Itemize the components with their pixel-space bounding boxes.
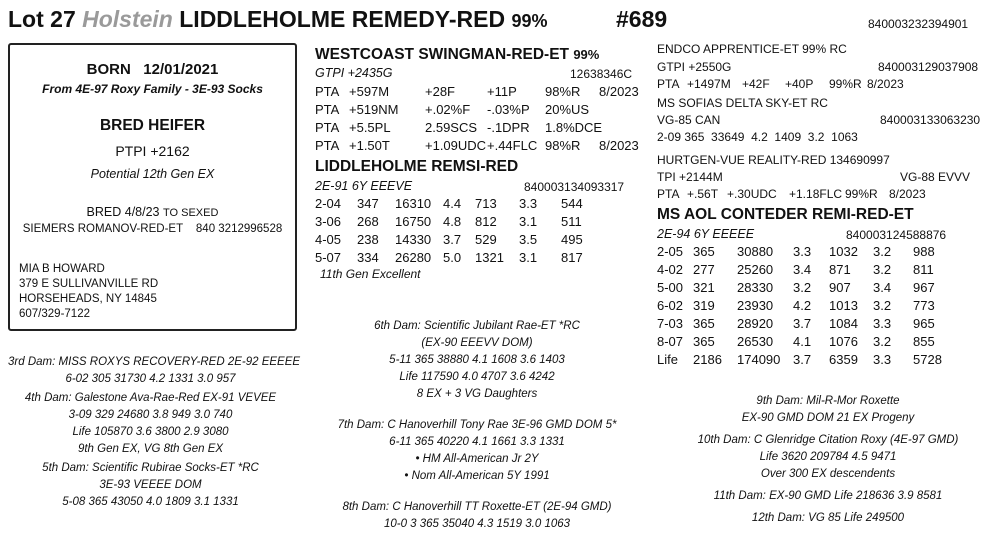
table-cell: 855 — [913, 334, 935, 349]
pedigree-column-3 — [668, 393, 988, 532]
table-cell: 2-05 — [657, 244, 684, 259]
table-cell: 713 — [475, 196, 497, 211]
ancestor-line: 5th Dam: Scientific Rubirae Socks-ET *RC — [42, 462, 259, 474]
ancestor-line: • HM All-American Jr 2Y — [415, 453, 539, 465]
born-line: BORN 12/01/2021 — [86, 61, 219, 78]
ancestor-line: EX-90 GMD DOM 21 EX Progeny — [741, 412, 915, 424]
sire-dam-record: 2-09 365 33649 4.2 1409 3.2 1063 — [657, 130, 858, 144]
table-cell: +.56T — [687, 187, 719, 201]
ancestor-line: 10th Dam: C Glenridge Citation Roxy (4E-97 GMD) — [697, 434, 959, 446]
potential: Potential 12th Gen EX — [90, 167, 215, 181]
owner-city: HORSEHEADS, NY 14845 — [19, 293, 157, 305]
table-cell: 8/2023 — [599, 84, 639, 99]
table-cell: 3.1 — [519, 214, 538, 229]
table-cell: 5.0 — [443, 250, 462, 265]
sire-reg: 12638346C — [570, 67, 633, 81]
table-cell: 26280 — [395, 250, 432, 265]
ancestor-line: 4th Dam: Galestone Ava-Rae-Red EX-91 VEVEE — [24, 392, 277, 404]
table-cell: 3.2 — [793, 280, 812, 295]
table-cell: 871 — [829, 262, 851, 277]
breed: Holstein — [82, 6, 173, 32]
table-cell: 321 — [693, 280, 715, 295]
table-cell: Life — [657, 352, 678, 367]
sire-name: WESTCOAST SWINGMAN-RED-ET 99% — [315, 46, 600, 63]
table-cell: 3.2 — [873, 262, 892, 277]
dam-dam-reg: 840003124588876 — [846, 228, 947, 242]
table-cell: 544 — [561, 196, 583, 211]
table-cell: 8/2023 — [867, 77, 904, 91]
sire-pta-table — [315, 84, 645, 156]
table-cell: 1076 — [829, 334, 858, 349]
ancestor-line: 10-0 3 365 35040 4.3 1519 3.0 1063 — [383, 518, 571, 530]
table-cell: 3.2 — [873, 244, 892, 259]
ancestor-line: 12th Dam: VG 85 Life 249500 — [751, 512, 905, 524]
table-cell: 3.3 — [873, 316, 892, 331]
dam-name: LIDDLEHOLME REMSI-RED — [315, 158, 519, 175]
ancestor-line: Over 300 EX descendents — [760, 468, 896, 480]
owner-phone: 607/329-7122 — [19, 308, 90, 320]
table-cell: 8/2023 — [599, 138, 639, 153]
table-cell: +11P — [487, 84, 517, 99]
table-cell: 16750 — [395, 214, 432, 229]
table-cell: 99%R — [845, 187, 878, 201]
table-cell: 8-07 — [657, 334, 684, 349]
table-cell: 817 — [561, 250, 583, 265]
dam-note: 11th Gen Excellent — [320, 267, 421, 281]
table-cell: -.03%P — [487, 102, 530, 117]
info-box — [8, 43, 297, 331]
table-cell: 16310 — [395, 196, 432, 211]
ancestor-line: • Nom All-American 5Y 1991 — [404, 470, 550, 482]
table-cell: PTA — [315, 138, 340, 153]
ancestor-line: 7th Dam: C Hanoverhill Tony Rae 3E-96 GMD DOM 5* — [337, 419, 617, 431]
ancestor-line: 3-09 329 24680 3.8 949 3.0 740 — [68, 409, 233, 421]
table-cell: 812 — [475, 214, 497, 229]
table-cell: 811 — [913, 262, 934, 277]
ancestor-line: 3E-93 VEEEE DOM — [99, 479, 202, 491]
table-cell: 174090 — [737, 352, 781, 367]
dam-dam-records-table — [657, 244, 987, 370]
ancestor-line: 6th Dam: Scientific Jubilant Rae-ET *RC — [374, 320, 580, 332]
ancestor-block — [322, 499, 632, 533]
dam-dam-name: MS AOL CONTEDER REMI-RED-ET — [657, 206, 914, 223]
ancestor-line: 9th Dam: Mil-R-Mor Roxette — [756, 395, 900, 407]
sire-sire-gtpi: GTPI +2550G — [657, 60, 732, 74]
table-cell: PTA — [315, 102, 340, 117]
ptpi: PTPI +2162 — [115, 143, 190, 159]
animal-percent: 99% — [511, 11, 548, 31]
table-cell: 3.7 — [793, 316, 812, 331]
table-cell: 5-00 — [657, 280, 684, 295]
table-cell: 26530 — [737, 334, 774, 349]
sire-sire-name: ENDCO APPRENTICE-ET 99% RC — [657, 42, 847, 56]
lot-number: Lot 27 — [8, 6, 76, 32]
sire-sire-reg: 840003129037908 — [878, 60, 979, 74]
table-cell: PTA — [315, 84, 340, 99]
table-cell: 98%R — [545, 138, 581, 153]
table-cell: 3.5 — [519, 232, 538, 247]
table-cell: +1.18FLC — [789, 187, 843, 201]
table-cell: 988 — [913, 244, 935, 259]
ancestor-line: 8 EX + 3 VG Daughters — [416, 388, 538, 400]
table-cell: 773 — [913, 298, 935, 313]
catalog-number: #689 — [616, 6, 668, 32]
table-cell: +42F — [742, 77, 770, 91]
table-cell: 2.59SCS — [425, 120, 478, 135]
table-cell: 3.7 — [793, 352, 812, 367]
table-cell: +1.09UDC — [425, 138, 487, 153]
ancestor-line: Life 117590 4.0 4707 3.6 4242 — [399, 371, 555, 383]
table-cell: 7-03 — [657, 316, 684, 331]
table-cell: 907 — [829, 280, 851, 295]
table-cell: +28F — [425, 84, 455, 99]
table-cell: +519NM — [349, 102, 399, 117]
ancestor-line: Life 3620 209784 4.5 9471 — [759, 451, 897, 463]
status: BRED HEIFER — [99, 117, 206, 134]
table-cell: 14330 — [395, 232, 432, 247]
pedigree-column-1 — [8, 354, 301, 513]
table-cell: 319 — [693, 298, 715, 313]
dam-sire-tpi: TPI +2144M — [657, 170, 723, 184]
table-cell: 4.8 — [443, 214, 462, 229]
table-cell: 365 — [693, 316, 715, 331]
table-cell: 1.8%DCE — [545, 120, 603, 135]
table-cell: 2-04 — [315, 196, 342, 211]
dam-dam-class: 2E-94 6Y EEEEE — [657, 227, 755, 241]
table-cell: +5.5PL — [349, 120, 391, 135]
ancestor-block — [322, 318, 632, 403]
table-cell: 5728 — [913, 352, 942, 367]
sire-dam-class: VG-85 CAN — [657, 113, 721, 127]
table-cell: 1321 — [475, 250, 504, 265]
sire-dam-name: MS SOFIAS DELTA SKY-ET RC — [657, 96, 828, 110]
table-cell: 3.2 — [873, 298, 892, 313]
ancestor-line: 5-08 365 43050 4.0 1809 3.1 1331 — [62, 496, 239, 508]
table-cell: 3-06 — [315, 214, 342, 229]
ancestor-line: 8th Dam: C Hanoverhill TT Roxette-ET (2E-94 GMD) — [342, 501, 612, 513]
registration-number: 840003232394901 — [868, 17, 969, 31]
table-cell: 8/2023 — [889, 187, 926, 201]
ancestor-line: 3rd Dam: MISS ROXYS RECOVERY-RED 2E-92 EEEEE — [8, 356, 301, 368]
sire-sire-pta — [657, 77, 987, 93]
table-cell: 5-07 — [315, 250, 342, 265]
table-cell: 365 — [693, 244, 715, 259]
ancestor-line: 5-11 365 38880 4.1 1608 3.6 1403 — [389, 354, 565, 366]
dam-sire-class: VG-88 EVVV — [900, 170, 971, 184]
dam-class: 2E-91 6Y EEEVE — [315, 179, 413, 193]
ancestor-block — [8, 354, 301, 388]
table-cell: 4.1 — [793, 334, 812, 349]
family-line: From 4E-97 Roxy Family - 3E-93 Socks — [42, 82, 263, 96]
table-cell: 3.7 — [443, 232, 462, 247]
ancestor-block — [668, 488, 988, 505]
table-cell: +597M — [349, 84, 390, 99]
bred-line: BRED 4/8/23 TO SEXED — [86, 205, 219, 219]
table-cell: 1084 — [829, 316, 858, 331]
table-cell: 347 — [357, 196, 379, 211]
table-cell: 99%R — [829, 77, 862, 91]
table-cell: 98%R — [545, 84, 581, 99]
ancestor-block — [322, 417, 632, 485]
table-cell: +.44FLC — [487, 138, 538, 153]
sire-dam-reg: 840003133063230 — [880, 113, 981, 127]
owner-address: 379 E SULLIVANVILLE RD — [19, 278, 159, 290]
table-cell: 1032 — [829, 244, 858, 259]
table-cell: 3.4 — [873, 280, 892, 295]
table-cell: 30880 — [737, 244, 774, 259]
table-cell: 965 — [913, 316, 935, 331]
table-cell: 268 — [357, 214, 379, 229]
table-cell: 6-02 — [657, 298, 684, 313]
ancestor-line: 6-02 305 31730 4.2 1331 3.0 957 — [65, 373, 236, 385]
dam-sire-pta — [657, 187, 987, 203]
table-cell: 365 — [693, 334, 715, 349]
table-cell: 238 — [357, 232, 379, 247]
table-cell: 334 — [357, 250, 379, 265]
table-cell: 4.2 — [793, 298, 812, 313]
pedigree-column-2 — [322, 318, 632, 547]
table-cell: 25260 — [737, 262, 774, 277]
ancestor-block — [668, 510, 988, 527]
owner-name: MIA B HOWARD — [19, 263, 105, 275]
table-cell: 28920 — [737, 316, 774, 331]
table-cell: 3.1 — [519, 250, 538, 265]
ancestor-line: (EX-90 EEEVV DOM) — [421, 337, 533, 349]
table-cell: 4-05 — [315, 232, 342, 247]
animal-name: LIDDLEHOLME REMEDY-RED — [179, 6, 506, 32]
ancestor-line: 6-11 365 40220 4.1 1661 3.3 1331 — [389, 436, 565, 448]
table-cell: PTA — [315, 120, 340, 135]
table-cell: 495 — [561, 232, 583, 247]
table-cell: +40P — [785, 77, 814, 91]
dam-sire-name: HURTGEN-VUE REALITY-RED 134690997 — [657, 153, 890, 167]
table-cell: 3.3 — [519, 196, 538, 211]
sire-gtpi: GTPI +2435G — [315, 66, 393, 80]
service-sire-line: SIEMERS ROMANOV-RED-ET 840 3212996528 — [22, 223, 283, 235]
table-cell: +.02%F — [425, 102, 471, 117]
table-cell: 28330 — [737, 280, 774, 295]
catalog-header — [8, 6, 548, 33]
table-cell: PTA — [657, 77, 680, 91]
dam-records-table — [315, 196, 645, 268]
table-cell: 23930 — [737, 298, 774, 313]
table-cell: 529 — [475, 232, 497, 247]
ancestor-block — [668, 393, 988, 427]
table-cell: +1.50T — [349, 138, 390, 153]
table-cell: PTA — [657, 187, 680, 201]
table-cell: +.30UDC — [727, 187, 777, 201]
table-cell: 967 — [913, 280, 935, 295]
ancestor-line: 9th Gen EX, VG 8th Gen EX — [77, 443, 224, 455]
table-cell: 4-02 — [657, 262, 684, 277]
table-cell: 3.3 — [873, 352, 892, 367]
table-cell: 277 — [693, 262, 715, 277]
ancestor-line: Life 105870 3.6 3800 2.9 3080 — [72, 426, 229, 438]
ancestor-block — [8, 390, 293, 458]
table-cell: 3.3 — [793, 244, 812, 259]
table-cell: 4.4 — [443, 196, 462, 211]
table-cell: 2186 — [693, 352, 722, 367]
table-cell: 1013 — [829, 298, 858, 313]
table-cell: 3.4 — [793, 262, 812, 277]
ancestor-block — [8, 460, 293, 511]
ancestor-block — [668, 432, 988, 483]
table-cell: 20%US — [545, 102, 590, 117]
table-cell: +1497M — [687, 77, 731, 91]
table-cell: 3.2 — [873, 334, 892, 349]
dam-reg: 840003134093317 — [524, 180, 625, 194]
table-cell: -.1DPR — [487, 120, 530, 135]
table-cell: 6359 — [829, 352, 858, 367]
table-cell: 511 — [561, 214, 582, 229]
ancestor-line: 11th Dam: EX-90 GMD Life 218636 3.9 8581 — [713, 490, 943, 502]
